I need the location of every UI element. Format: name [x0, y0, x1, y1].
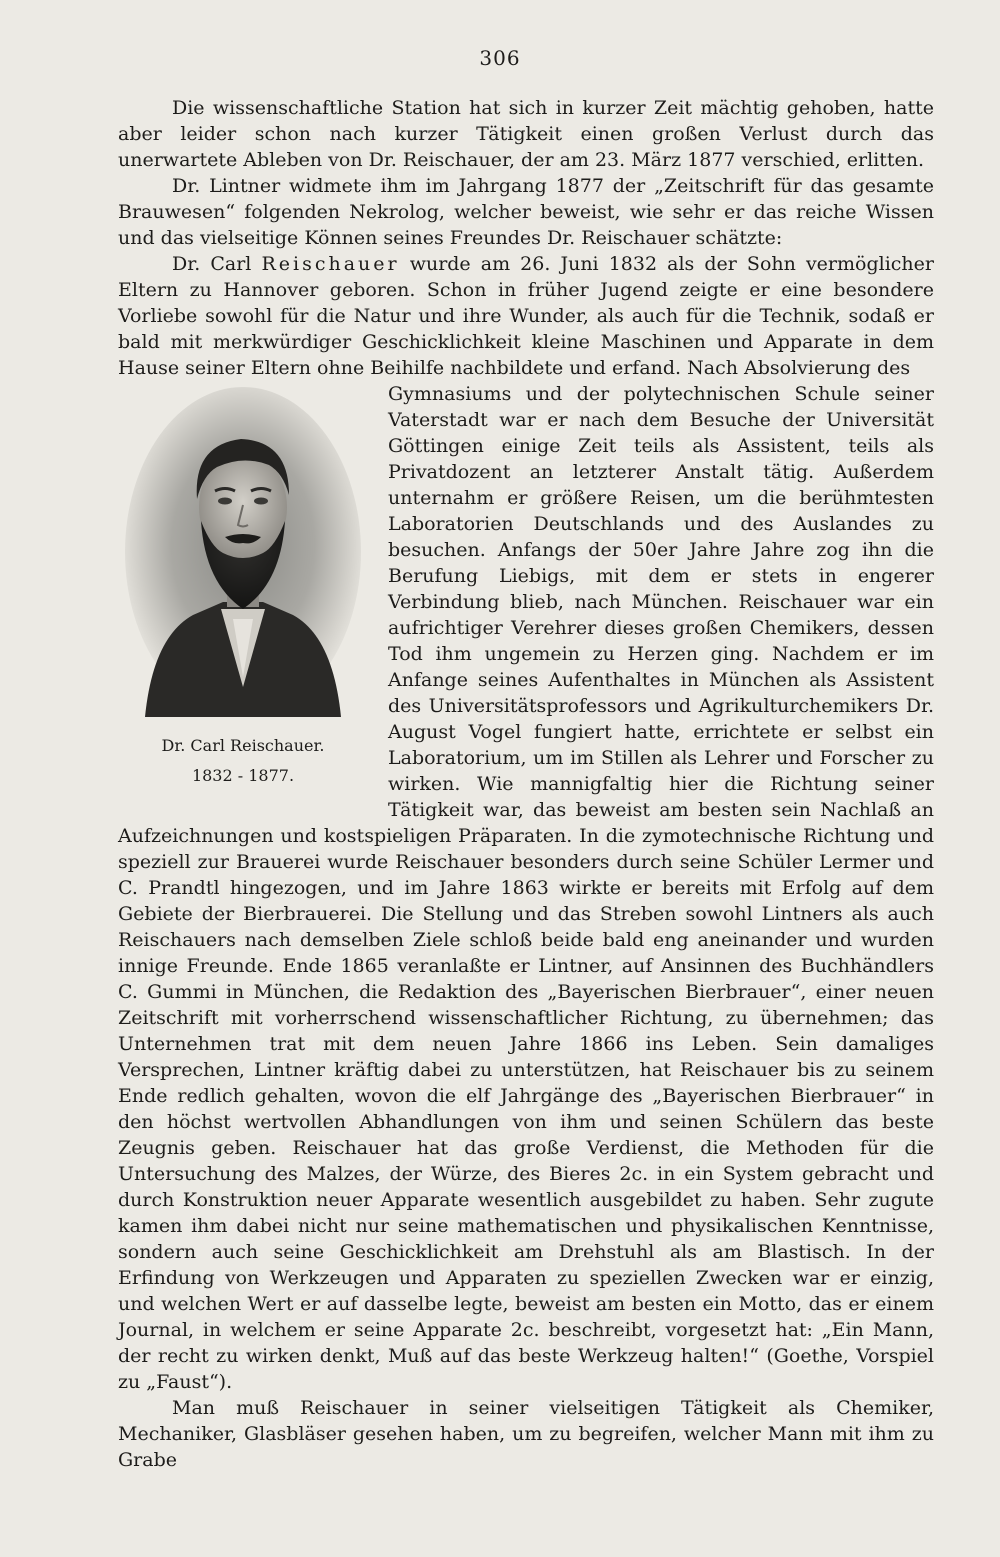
paragraph-closing: Man muß Reischauer in seiner vielseitigen Tätigkeit als Chemiker, Mechaniker, Glasbläser gesehen haben, um zu begreifen, welcher Mann mit ihm zu Grabe: [118, 1397, 934, 1471]
portrait-figure: [118, 387, 368, 812]
body-text: [118, 95, 934, 1473]
paragraph-station: Die wissenschaftliche Station hat sich in kurzer Zeit mächtig gehoben, hatte aber leider schon nach kurzer Tätigkeit einen großen Verlust durch das unerwartete Ableben von Dr. Reischauer, der am 23. März 1877 verschied, erlitten.: [118, 97, 934, 171]
portrait-caption-years: 1832 - 1877.: [191, 766, 295, 785]
paragraph-obituary-continued: Gymnasiums und der polytechnischen Schule seiner Vaterstadt war er nach dem Besuche der Universität Göttingen einige Zeit teils als Assistent, teils als Privatdozent an letzterer Anstalt tätig. Außerdem unternahm er größere Reisen, um die berühmtesten Laboratorien Deutschlands und des Auslandes zu besuchen. Anfangs der 50er Jahre Jahre zog ihn die Berufung Liebigs, mit dem er stets in engerer Verbindung blieb, nach München. Reischauer war ein aufrichtiger Verehrer dieses großen Chemikers, dessen Tod ihm ungemein zu Herzen ging. Nachdem er im Anfange seines Aufenthaltes in München als Assistent des Universitätsprofessors und Agrikulturchemikers Dr. August Vogel fungiert hatte, errichtete er selbst ein Laboratorium, um im Stillen als Lehrer und Forscher zu wirken. Wie mannigfaltig hier die Richtung seiner Tätigkeit war, das beweist am besten sein Nachlaß an Aufzeichnungen und kostspieligen Präparaten. In die zymotechnische Richtung und speziell zur Brauerei wurde Reischauer besonders durch seine Schüler Lermer und C. Prandtl hingezogen, und im Jahre 1863 wirkte er bereits mit Erfolg auf dem Gebiete der Bierbrauerei. Die Stellung und das Streben sowohl Lintners als auch Reischauers nach demselben Ziele schloß beide bald eng aneinander und wurden innige Freunde. Ende 1865 veranlaßte er Lintner, auf Ansinnen des Buchhändlers C. Gummi in München, die Redaktion des „Bayerischen Bierbrauer“, einer neuen Zeitschrift mit vorherrschend wissenschaftlicher Richtung, zu übernehmen; das Unternehmen trat mit dem neuen Jahre 1866 ins Leben. Sein damaliges Versprechen, Lintner kräftig dabei zu unterstützen, hat Reischauer bis zu seinem Ende redlich gehalten, wovon die elf Jahrgänge des „Bayerischen Bierbrauer“ in den höchst wertvollen Abhandlungen von ihm und seinen Schülern das beste Zeugnis geben. Reischauer hat das große Verdienst, die Methoden für die Untersuchung des Malzes, der Würze, des Bieres 2c. in ein System gebracht und durch Konstruktion neuer Apparate wesentlich ausgebildet zu haben. Sehr zugute kamen ihm dabei nicht nur seine mathematischen und physikalischen Kenntnisse, sondern auch seine Geschicklichkeit am Drehstuhl als am Blastisch. In der Erfindung von Werkzeugen und Apparaten zu speziellen Zwecken war er einzig, und welchen Wert er auf dasselbe legte, beweist am besten ein Motto, das er einem Journal, in welchem er seine Apparate 2c. beschreibt, vorgesetzt hat: „Ein Mann, der recht zu wirken denkt, Muß auf das beste Werkzeug halten!“ (Goethe, Vorspiel zu „Faust“).: [118, 383, 934, 1393]
paragraph-obituary-start: [118, 251, 934, 381]
portrait-image: [123, 387, 363, 727]
paragraph-lintner-intro: Dr. Lintner widmete ihm im Jahrgang 1877 der „Zeitschrift für das gesamte Brauwesen“ folgenden Nekrolog, welcher beweist, wie sehr er das reiche Wissen und das vielseitige Können seines Freundes Dr. Reischauer schätzte:: [118, 175, 934, 249]
obituary-lead-rest: wurde am 26. Juni 1832 als der Sohn vermöglicher Eltern zu Hannover geboren. Schon in früher Jugend zeigte er eine besondere Vorliebe sowohl für die Natur und ihre Wunder, als auch für die Technik, sodaß er bald mit merkwürdiger Geschicklichkeit kleine Maschinen und Apparate in dem Hause seiner Eltern ohne Beihilfe nachbildete und erfand. Nach Absolvierung des: [118, 253, 934, 379]
obituary-name: Reischauer: [261, 253, 400, 275]
obituary-lead: Dr. Carl: [172, 253, 252, 275]
portrait-caption-name: Dr. Carl Reischauer.: [161, 736, 325, 755]
page-number: 306: [479, 46, 521, 70]
